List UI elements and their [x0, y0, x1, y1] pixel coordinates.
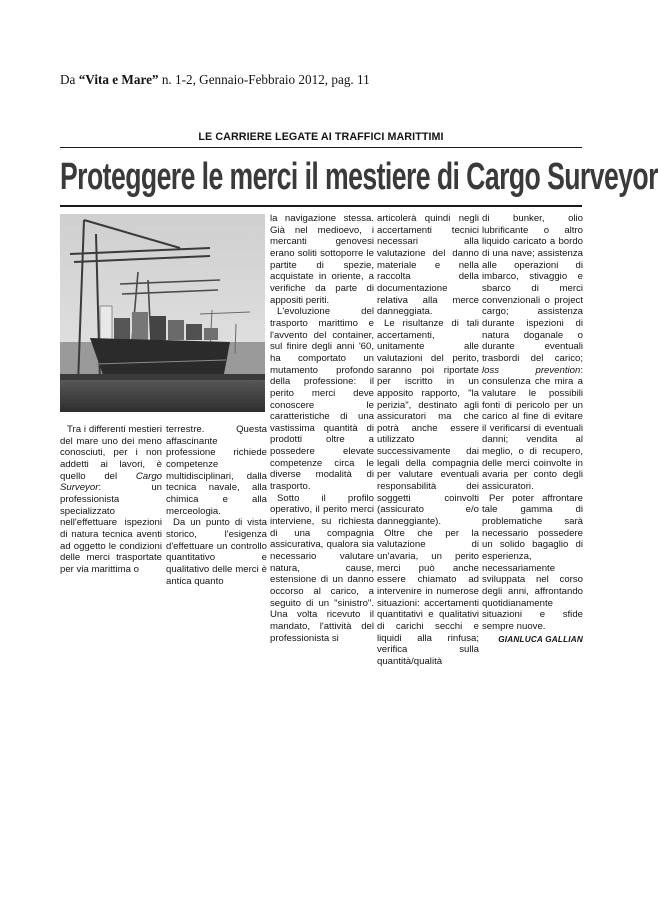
- col4-paragraph-2: Le risultanze di tali accertamenti, unitamente alle valutazioni del perito, saranno poi riportate per iscritto in un apposito rapporto, "la perizia", destinato agli assicuratori ma che potrà anche essere utilizzato successivamente dai legali della compagnia per valutare eventuali responsabilità dei soggetti coinvolti (assicurato e/o danneggiante).: [377, 317, 479, 528]
- col4-paragraph-1: articolerà quindi negli accertamenti tecnici necessari alla valutazione del danno materiale e nella raccolta della documentazione relativa alla merce danneggiata.: [377, 213, 479, 318]
- col3-paragraph-3: Sotto il profilo operativo, il perito merci interviene, su richiesta di una compagnia assicurativa, qualora sia necessario valutare natura, cause, estensione di un danno occorso al carico, a seguito di un "sinistro". Una volta ricevuto il mandato, l'attività del professionista si: [270, 492, 374, 644]
- source-publication: “Vita e Mare”: [78, 72, 159, 87]
- photo-sea: [60, 378, 265, 412]
- col5-text-b: : consulenza che mira a valutare le possibili fonti di pericolo per un carico al fine di evitare il verificarsi di eventuali danni; vendita al meglio, o di recupero, delle merci coinvolte in avaria per conto degli assicuratori.: [482, 364, 583, 493]
- top-rule-divider: [60, 147, 582, 148]
- col1-text-b: : un professionista specializzato nell'effettuare ispezioni di natura tecnica aventi ad oggetto le condizioni delle merci trasportate per via marittima o: [60, 482, 162, 575]
- col4-paragraph-3: Oltre che per la valutazione di un'avaria, un perito merci può anche essere chiamato ad intervenire in numerose situazioni: accertamenti quantitativi e qualitativi di carichi secchi e liquidi alla rinfusa; verifica sulla quantità/qualità: [377, 527, 479, 667]
- headline-rule-divider: [60, 205, 582, 207]
- dock-edge: [60, 374, 265, 380]
- article-kicker: LE CARRIERE LEGATE AI TRAFFICI MARITTIMI: [198, 131, 444, 143]
- article-headline: Proteggere le merci il mestiere di Cargo Surveyor: [60, 156, 658, 198]
- source-citation: [60, 72, 600, 88]
- col1-text-a: Tra i differenti mestieri del mare uno dei meno conosciuti, per i non addetti ai lavori, è quello del: [60, 424, 162, 482]
- article-column-2: [166, 424, 267, 587]
- ship-hull: [90, 338, 230, 378]
- col2-paragraph-1: terrestre. Questa affascinante professione richiede competenze multidisciplinari, dalla tecnica navale, alla chimica e alla merceologia.: [166, 424, 267, 517]
- source-details: n. 1-2, Gennaio-Febbraio 2012, pag. 11: [158, 72, 370, 87]
- cargo-ship-photo: [60, 214, 265, 412]
- col3-paragraph-1: la navigazione stessa. Già nel medioevo, i mercanti genovesi erano soliti sottoporre le partite di spezie, acquistate in oriente, a verifiche da parte di appositi periti.: [270, 213, 374, 306]
- col2-paragraph-2: Da un punto di vista storico, l'esigenza d'effettuare un controllo quantitativo e qualitativo delle merci è antica quanto: [166, 517, 267, 587]
- article-column-1: [60, 424, 162, 576]
- col3-paragraph-2: L'evoluzione del trasporto marittimo e l'avvento del container, sul finire degli anni '60, ha comportato un mutamento profondo della professione: il perito merci deve conoscere le caratteristiche di una vastissima quantità di prodotti oltre a possedere elevate competenze circa le diverse modalità di trasporto.: [270, 306, 374, 493]
- col5-paragraph-1: [482, 213, 583, 493]
- article-column-5: [482, 213, 583, 645]
- col5-text-italic: loss prevention: [482, 364, 581, 376]
- article-byline: GIANLUCA GALLIAN: [498, 634, 583, 644]
- article-column-4: [377, 213, 479, 668]
- source-prefix: Da: [60, 72, 79, 87]
- col5-text-a: di bunker, olio lubrificante o altro liquido caricato a bordo di una nave; assistenza alle operazioni di imbarco, stivaggio e sbarco di merci convenzionali o project cargo; assistenza durante ispezioni di natura doganale o durante eventuali trasbordi del carico;: [482, 213, 583, 364]
- article-headline-box: [60, 152, 658, 202]
- col1-text-italic: Cargo Surveyor: [60, 470, 162, 494]
- col1-paragraph-1: [60, 424, 162, 576]
- article-column-3: [270, 213, 374, 644]
- ship-bridge: [100, 306, 112, 342]
- col5-paragraph-2: Per poter affrontare tale gamma di problematiche sarà necessario possedere un solido bagaglio di esperienza, necessariamente sviluppata nel corso degli anni, affrontando quotidianamente situazioni e sfide sempre nuove.: [482, 492, 583, 632]
